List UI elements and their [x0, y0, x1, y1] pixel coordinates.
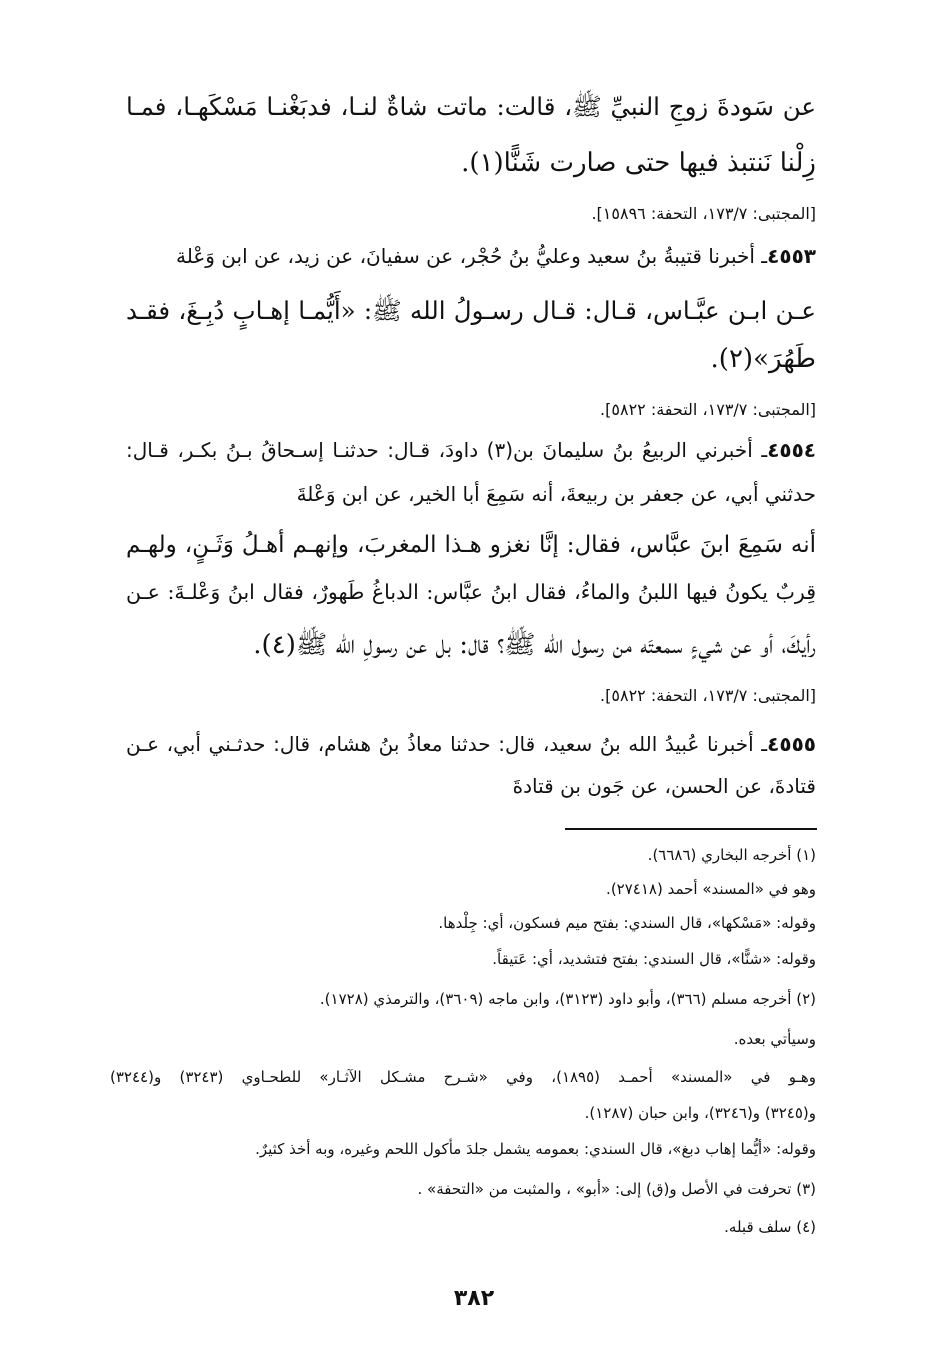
footnote: (٤) سلف قبله. [724, 1218, 816, 1236]
hadith-text: ـ أخبرنا قتيبةُ بنُ سعيد وعليُّ بنُ حُجْر، عن سفيانَ، عن زيد، عن ابن وَعْلة [176, 244, 768, 268]
footnote: (١) أخرجه البخاري (٦٦٨٦). [647, 846, 816, 864]
text-line: عن سَودةَ زوجِ النبيِّ ﷺ، قالت: ماتت شاةٌ لنـا، فدبَغْنـا مَسْكَهـا، فمـا [126, 92, 816, 121]
footnote: وقوله: «مَسْكها»، قال السندي: بفتح ميم فسكون، أي: جِلْدها. [438, 914, 816, 932]
reference-line: [المجتبى: ١٧٣/٧، التحفة: ٥٨٢٢]. [600, 400, 816, 419]
hadith-number: ٤٥٥٤ [767, 438, 817, 462]
text-line: قتادةَ، عن الحسن، عن جَون بن قتادةَ [512, 774, 816, 798]
hadith-4554-line-1 [126, 438, 816, 462]
footnote: وهو في «المسند» أحمد (٢٧٤١٨). [606, 880, 816, 898]
text-line: أنه سَمِعَ ابنَ عبَّاس، فقال: إنَّا نغزو هـذا المغربَ، وإنهـم أهـلُ وَثَـنٍ، ولهـم [126, 532, 816, 558]
hadith-number: ٤٥٥٥ [767, 732, 816, 756]
footnote: وسيأتي بعده. [733, 1030, 816, 1048]
text-line: قِربٌ يكونُ فيها اللبنُ والماءُ، فقال ابنُ عبَّاس: الدباغُ طَهورٌ، فقال ابنُ وَعْلـةَ: عـن [126, 580, 816, 604]
hadith-4555-line-1 [126, 732, 816, 756]
footnote: وقوله: «شنًّا»، قال السندي: بفتح فتشديد، أي: عَتيقاً. [492, 950, 816, 968]
footnote: (٣) تحرفت في الأصل و(ق) إلى: «أبو» ، والمثبت من «التحفة» . [417, 1180, 816, 1198]
text-line: عـن ابـن عبَّـاس، قـال: قـال رسـولُ الله ﷺ: «أَيُّمـا إهـابٍ دُبِـغَ، فقـد [126, 296, 816, 325]
text-line: زِلْنا نَنتبذ فيها حتى صارت شَنًّا(١). [461, 148, 816, 178]
reference-line: [المجتبى: ١٧٣/٧، التحفة: ٥٨٢٢]. [600, 686, 816, 705]
page-number: ٣٨٢ [453, 1286, 495, 1311]
footnote: و(٣٢٤٥) و(٣٢٤٦)، وابن حبان (١٢٨٧). [584, 1104, 816, 1122]
hadith-4553-line-1 [126, 244, 816, 268]
text-line: طَهُرَ»(٢). [710, 344, 816, 374]
footnote: وقوله: «أيُّما إهاب دبغ»، قال السندي: بعمومه يشمل جلدَ مأكول اللحم وغيره، وبه أخذ كثيرٌ. [255, 1140, 816, 1158]
text-line: حدثني أبي، عن جعفر بن ربيعةَ، أنه سَمِعَ أبا الخير، عن ابن وَعْلةَ [296, 482, 816, 506]
footnote: وهـو في «المسند» أحمـد (١٨٩٥)، وفي «شـرح مشـكل الآثـار» للطحـاوي (٣٢٤٣) و(٣٢٤٤) [110, 1068, 816, 1086]
footnote: (٢) أخرجه مسلم (٣٦٦)، وأبو داود (٣١٢٣)، وابن ماجه (٣٦٠٩)، والترمذي (١٧٢٨). [319, 990, 816, 1008]
hadith-number: ٤٥٥٣ [767, 244, 816, 268]
text-line: رأيكَ، أو عن شيءٍ سمعتَه من رسول الله ﷺ؟ قال: بل عن رسولِ الله ﷺ(٤). [253, 630, 816, 660]
hadith-text: ـ أخبرني الربيعُ بنُ سليمانَ بن(٣) داودَ، قـال: حدثنـا إسـحاقُ بـنُ بكـر، قـال: [126, 438, 768, 462]
reference-line: [المجتبى: ١٧٣/٧، التحفة: ١٥٨٩٦]. [591, 204, 816, 223]
hadith-text: ـ أخبرنا عُبيدُ الله بنُ سعيد، قال: حدثنا معاذُ بنُ هشام، قال: حدثـني أبي، عـن [126, 732, 768, 756]
footnote-separator [565, 828, 817, 830]
